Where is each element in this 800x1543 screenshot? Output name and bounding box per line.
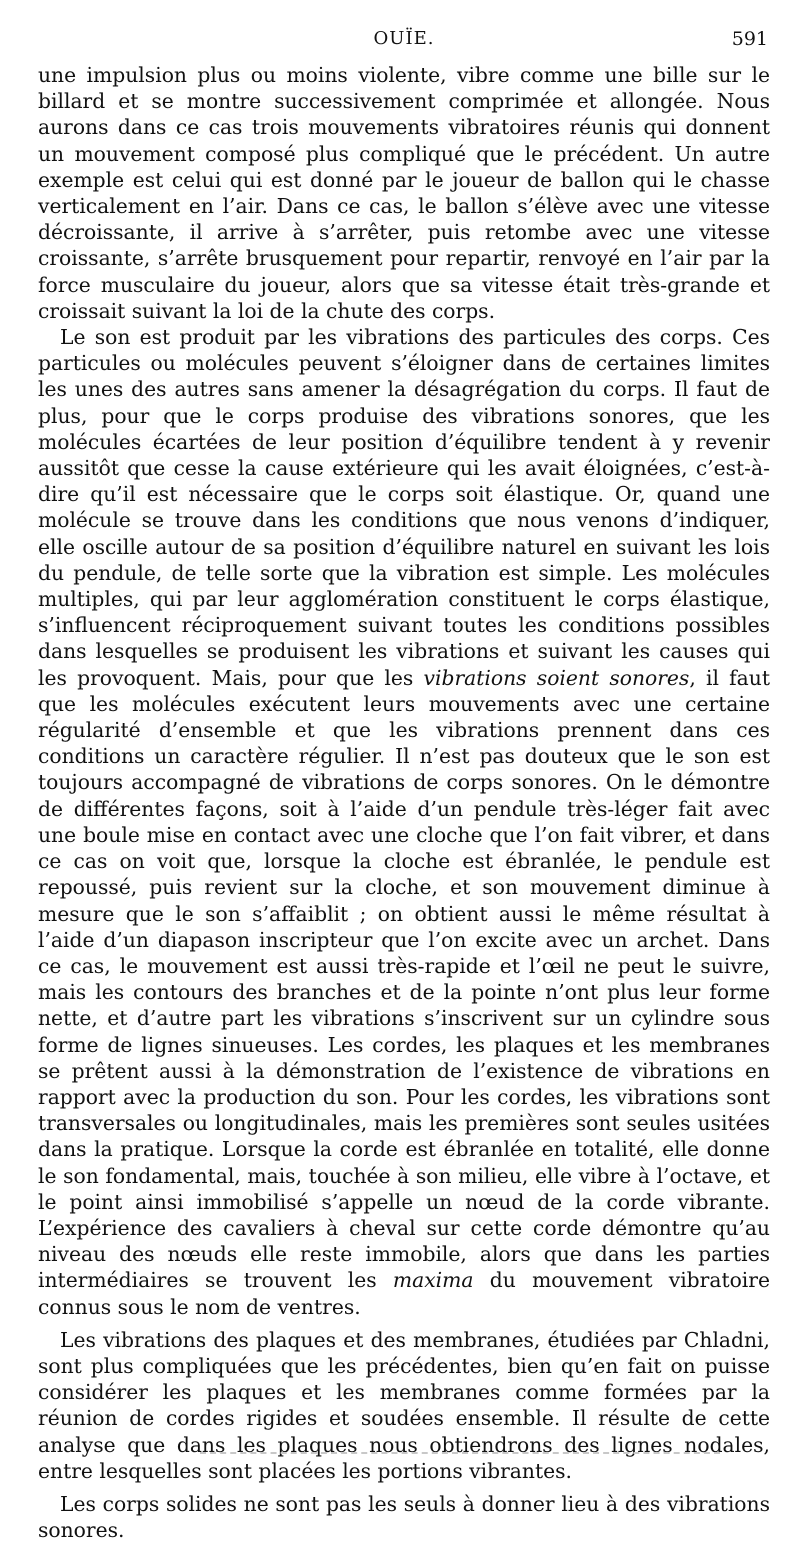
- emphasis-vibrations-sonores: vibrations soient sonores: [423, 665, 690, 690]
- paragraph-solid-bodies: Les corps solides ne sont pas les seuls à donner lieu à des vibrations sonores.: [38, 1491, 770, 1543]
- paragraph-plates-membranes: Les vibrations des plaques et des membranes, étudiées par Chladni, sont plus compliquées que les précédentes, bien qu’en fait on puisse considérer les plaques et les membranes comme formées par la réunion de cordes rigides et soudées ensemble. Il résulte de cette analyse que dans les plaques nous obtiendrons des lignes nodales, entre lesquelles sont placées les portions vibrantes.: [38, 1327, 770, 1483]
- paragraph-sound-production: Le son est produit par les vibrations des particules des corps. Ces particules ou molécules peuvent s’éloigner dans de certaines limites les unes des autres sans amener la désagrégation du corps. Il faut de plus, pour que le corps produise des vibrations sonores, que les molécules écartées de leur position d’équilibre tendent à y revenir aussitôt que cesse la cause extérieure qui les avait éloignées, c’est-à-dire qu’il est nécessaire que le corps soit élastique. Or, quand une molécule se trouve dans les conditions que nous venons d’indiquer, elle oscille autour de sa position d’équilibre naturel en suivant les lois du pendule, de telle sorte que la vibration est simple. Les molécules multiples, qui par leur agglomération constituent le corps élastique, s’influencent réciproquement suivant toutes les conditions possibles dans lesquelles se produisent les vibrations et suivant les causes qui les provoquent. Mais, pour que les vibrations soient sonores, il faut que les molécules exécutent leurs mouvements avec une certaine régularité d’ensemble et que les vibrations prennent dans ces conditions un caractère régulier. Il n’est pas douteux que le son est toujours accompagné de vibrations de corps sonores. On le démontre de différentes façons, soit à l’aide d’un pendule très-léger fait avec une boule mise en contact avec une cloche que l’on fait vibrer, et dans ce cas on voit que, lorsque la cloche est ébranlée, le pendule est repoussé, puis revient sur la cloche, et son mouvement diminue à mesure que le son s’affaiblit ; on obtient aussi le même résultat à l’aide d’un diapason inscripteur que l’on excite avec un archet. Dans ce cas, le mouvement est aussi très-rapide et l’œil ne peut le suivre, mais les contours des branches et de la pointe n’ont plus leur forme nette, et d’autre part les vibrations s’inscrivent sur un cylindre sous forme de lignes sinueuses. Les cordes, les plaques et les membranes se prêtent aussi à la démonstration de l’existence de vibrations en rapport avec la production du son. Pour les cordes, les vibrations sont transversales ou longitudinales, mais les premières sont seules usitées dans la pratique. Lorsque la corde est ébranlée en totalité, elle donne le son fondamental, mais, touchée à son milieu, elle vibre à l’octave, et le point ainsi immobilisé s’appelle un nœud de la corde vibrante. L’expérience des cavaliers à cheval sur cette corde démontre qu’au niveau des nœuds elle reste immobile, alors que dans les parties intermédiaires se trouvent les maxima du mouvement vibratoire connus sous le nom de ventres.: [38, 325, 770, 1319]
- emphasis-maxima: maxima: [392, 1268, 474, 1293]
- running-title: OUÏE.: [373, 28, 435, 49]
- footer-divider: [200, 1452, 720, 1454]
- page-header: [38, 28, 770, 56]
- body-text: [38, 62, 770, 1543]
- paragraph-continued: une impulsion plus ou moins violente, vibre comme une bille sur le billard et se montre successivement comprimée et allongée. Nous aurons dans ce cas trois mouvements vibratoires réunis qui donnent un mouvement composé plus compliqué que le précédent. Un autre exemple est celui qui est donné par le joueur de ballon qui le chasse verticalement en l’air. Dans ce cas, le ballon s’élève avec une vitesse décroissante, il arrive à s’arrêter, puis retombe avec une vitesse croissante, s’arrête brusquement pour repartir, renvoyé en l’air par la force musculaire du joueur, alors que sa vitesse était très-grande et croissait suivant la loi de la chute des corps.: [38, 63, 770, 323]
- page-number: 591: [731, 28, 768, 50]
